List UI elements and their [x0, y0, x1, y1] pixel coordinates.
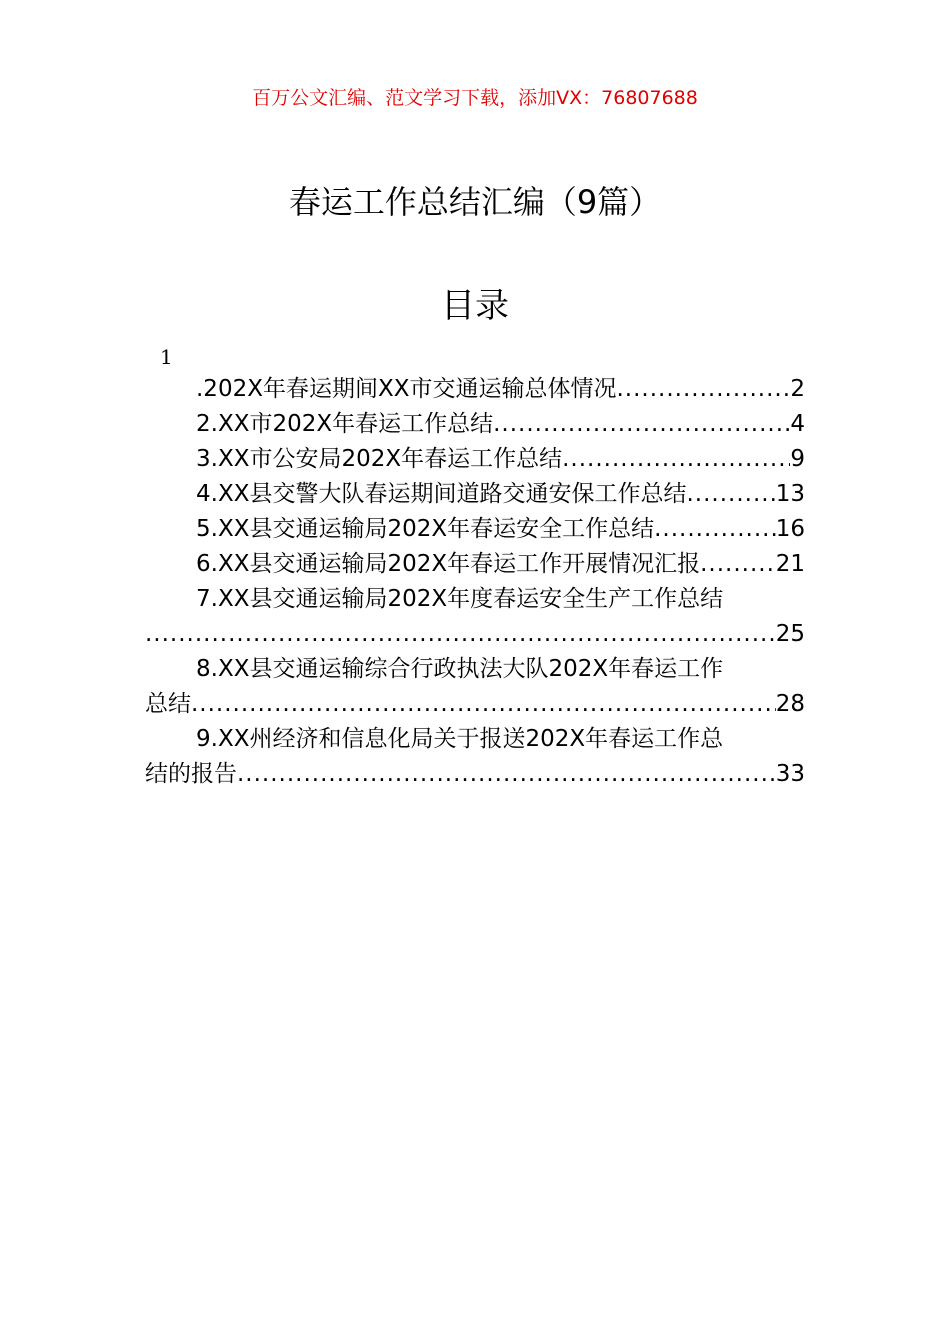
- toc-entry-page: 33: [775, 761, 805, 787]
- toc-entry-title: .202X年春运期间XX市交通运输总体情况: [196, 376, 617, 402]
- toc-entry-page: 2: [790, 376, 805, 402]
- toc-entry-8[interactable]: [145, 652, 805, 687]
- toc-entry-page: 16: [775, 516, 805, 542]
- toc-entry-9-cont[interactable]: [145, 757, 805, 792]
- toc-entry-title: 6.XX县交通运输局202X年春运工作开展情况汇报: [196, 551, 701, 577]
- toc-entry-8-cont[interactable]: [145, 687, 805, 722]
- toc-leader-dots: [145, 617, 776, 652]
- document-title: 春运工作总结汇编（9篇）: [288, 183, 662, 221]
- toc-entry-page: 4: [790, 411, 805, 437]
- toc-entry-title: 9.XX州经济和信息化局关于报送202X年春运工作总: [196, 726, 724, 752]
- toc-leader-dots: [700, 547, 776, 582]
- toc-entry-page: 28: [775, 691, 805, 717]
- stray-number: 1: [160, 345, 173, 369]
- toc-entry-title: 5.XX县交通运输局202X年春运安全工作总结: [196, 516, 655, 542]
- toc-entry-9[interactable]: [145, 722, 805, 757]
- toc-leader-dots: [616, 372, 790, 407]
- toc-entry-6[interactable]: [145, 547, 805, 582]
- toc-entry-title: 7.XX县交通运输局202X年度春运安全生产工作总结: [196, 586, 724, 612]
- toc-entry-4[interactable]: [145, 477, 805, 512]
- toc-entry-title: 2.XX市202X年春运工作总结: [196, 411, 494, 437]
- toc-entry-5[interactable]: [145, 512, 805, 547]
- toc-entry-title: 8.XX县交通运输综合行政执法大队202X年春运工作: [196, 656, 724, 682]
- toc-entry-3[interactable]: [145, 442, 805, 477]
- toc-leader-dots: [237, 757, 776, 792]
- toc-entry-title-cont: 结的报告: [145, 761, 237, 787]
- promo-banner: 百万公文汇编、范文学习下载，添加VX：76807688: [252, 87, 698, 109]
- toc-entry-7[interactable]: [145, 582, 805, 617]
- toc-leader-dots: [562, 442, 790, 477]
- toc-entry-title: 3.XX市公安局202X年春运工作总结: [196, 446, 563, 472]
- toc-entry-page: 25: [775, 621, 805, 647]
- toc-entry-1[interactable]: [145, 372, 805, 407]
- toc-leader-dots: [686, 477, 775, 512]
- toc-leader-dots: [191, 687, 776, 722]
- toc-entry-7-cont[interactable]: [145, 617, 805, 652]
- toc-entry-title-cont: 总结: [145, 691, 191, 717]
- toc-entry-page: 9: [790, 446, 805, 472]
- toc-leader-dots: [654, 512, 776, 547]
- toc-entry-title: 4.XX县交警大队春运期间道路交通安保工作总结: [196, 481, 687, 507]
- toc-leader-dots: [493, 407, 790, 442]
- toc-entry-2[interactable]: [145, 407, 805, 442]
- toc-heading: 目录: [441, 286, 509, 326]
- toc-entry-page: 21: [775, 551, 805, 577]
- table-of-contents: [145, 372, 805, 792]
- toc-entry-page: 13: [775, 481, 805, 507]
